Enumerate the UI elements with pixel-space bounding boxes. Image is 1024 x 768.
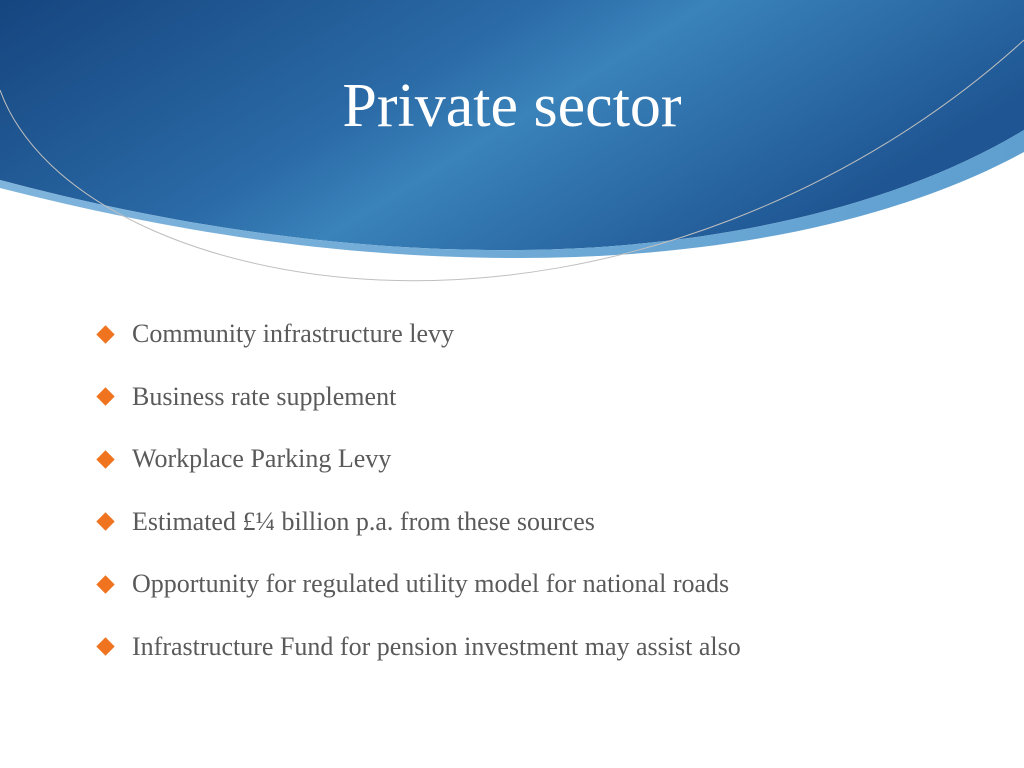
bullet-list (96, 314, 976, 690)
list-item (96, 439, 976, 479)
diamond-bullet-icon (96, 513, 114, 531)
diamond-bullet-icon (96, 325, 114, 343)
bullet-text: Opportunity for regulated utility model for national roads (132, 569, 730, 599)
diamond-bullet-icon (96, 450, 114, 468)
list-item (96, 564, 976, 604)
diamond-bullet-icon (96, 387, 114, 405)
list-item (96, 502, 976, 542)
list-item (96, 377, 976, 417)
bullet-text: Business rate supplement (132, 381, 397, 411)
list-item (96, 627, 976, 667)
slide-title: Private sector (342, 72, 682, 140)
diamond-bullet-icon (96, 638, 114, 656)
diamond-bullet-icon (96, 575, 114, 593)
header-wave-background (0, 0, 1024, 300)
bullet-text: Estimated £¼ billion p.a. from these sources (132, 506, 595, 536)
list-item (96, 314, 976, 354)
bullet-text: Infrastructure Fund for pension investment may assist also (132, 631, 741, 661)
bullet-text: Workplace Parking Levy (132, 444, 392, 474)
bullet-text: Community infrastructure levy (132, 319, 455, 348)
